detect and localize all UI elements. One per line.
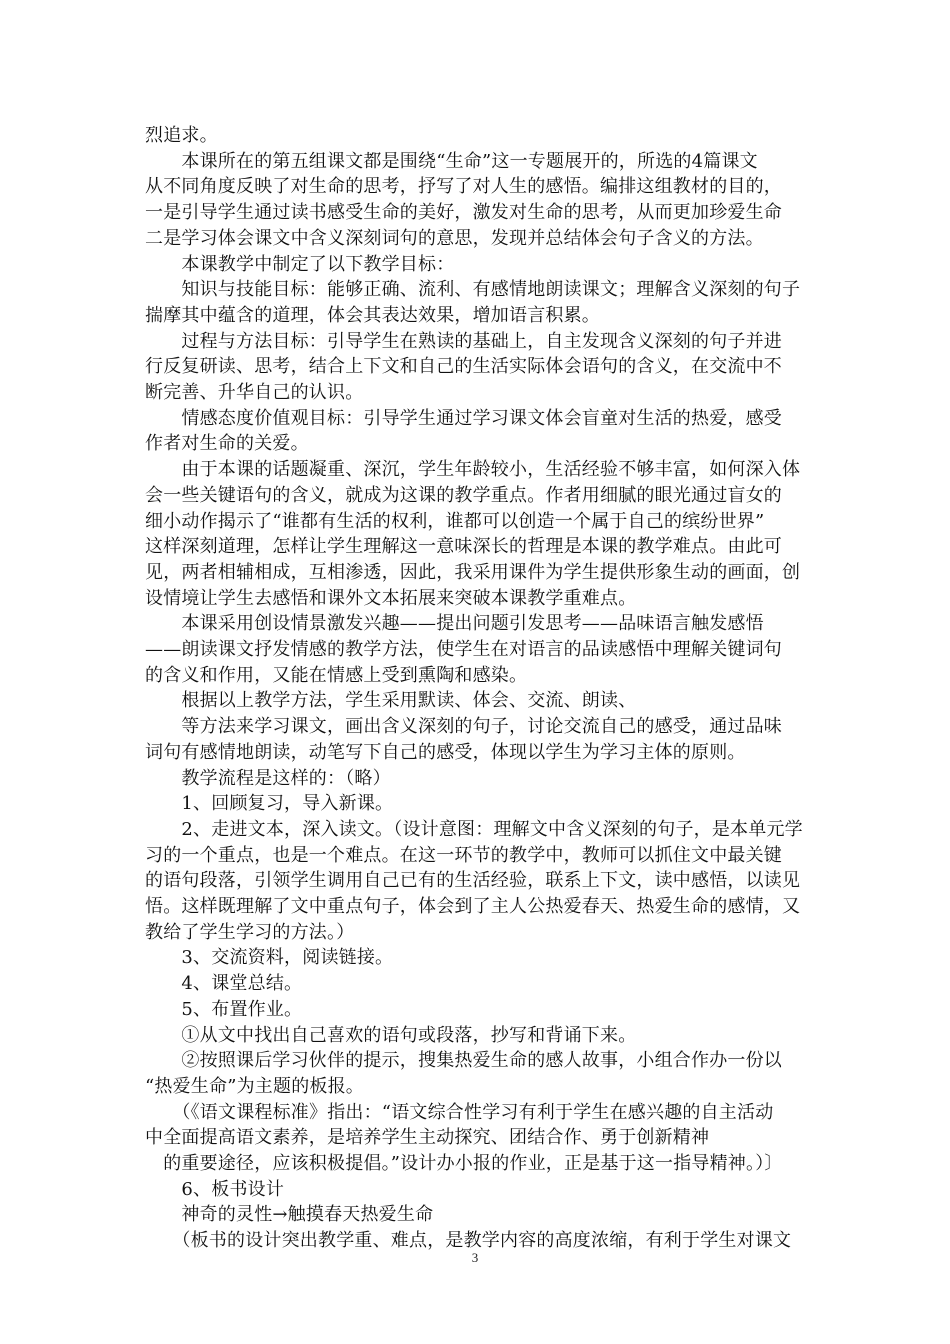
text-line: 本课采用创设情景激发兴趣——提出问题引发思考——品味语言触发感悟: [145, 613, 764, 635]
text-line: 由于本课的话题凝重、深沉，学生年龄较小，生活经验不够丰富，如何深入体: [145, 459, 801, 481]
text-line: 情感态度价值观目标：引导学生通过学习课文体会盲童对生活的热爱，感受: [145, 407, 782, 429]
text-line: 二是学习体会课文中含义深刻词句的意思，发现并总结体会句子含义的方法。: [145, 227, 764, 249]
text-line: 断完善、升华自己的认识。: [145, 382, 364, 403]
text-line: 作者对生命的关爱。: [145, 433, 309, 455]
text-line: 的重要途径，应该积极提倡。”设计办小报的作业，正是基于这一指导精神。）〕: [145, 1153, 783, 1174]
text-line: 烈追求。: [145, 125, 218, 146]
text-line: 词句有感情地朗读，动笔写下自己的感受，体现以学生为学习主体的原则。: [145, 741, 746, 763]
text-line: 6、板书设计: [145, 1178, 285, 1200]
text-line: 教给了学生学习的方法。）: [145, 921, 355, 943]
text-line: ——朗读课文抒发情感的教学方法，使学生在对语言的品读感悟中理解关键词句: [145, 639, 782, 660]
text-line: 悟。这样既理解了文中重点句子，体会到了主人公热爱春天、热爱生命的感情，又: [145, 896, 801, 917]
text-line: “热爱生命”为主题的板报。: [145, 1075, 365, 1097]
text-line: 揣摩其中蕴含的道理，体会其表达效果，增加语言积累。: [145, 304, 600, 326]
text-line: 见，两者相辅相成，互相渗透，因此，我采用课件为学生提供形象生动的画面，创: [145, 561, 801, 583]
text-line: 会一些关键语句的含义，就成为这课的教学重点。作者用细腻的眼光通过盲女的: [145, 484, 782, 506]
text-line: 知识与技能目标：能够正确、流利、有感情地朗读课文；理解含义深刻的句子: [145, 279, 801, 301]
text-line: 中全面提高语文素养，是培养学生主动探究、团结合作、勇于创新精神: [145, 1127, 710, 1149]
text-line: ①从文中找出自己喜欢的语句或段落，抄写和背诵下来。: [145, 1024, 637, 1046]
text-line: 神奇的灵性→触摸春天热爱生命: [145, 1204, 434, 1226]
text-line: 根据以上教学方法，学生采用默读、体会、交流、朗读、: [145, 690, 637, 712]
text-line: 3、交流资料，阅读链接。: [145, 947, 394, 969]
text-line: （板书的设计突出教学重、难点，是教学内容的高度浓缩，有利于学生对课文: [145, 1230, 792, 1252]
text-line: 一是引导学生通过读书感受生命的美好，激发对生命的思考，从而更加珍爱生命: [145, 202, 782, 224]
text-line: 过程与方法目标：引导学生在熟读的基础上，自主发现含义深刻的句子并进: [145, 330, 782, 352]
text-line: （《语文课程标准》指出：“语文综合性学习有利于学生在感兴趣的自主活动: [145, 1101, 774, 1123]
page-number: 3: [471, 1250, 479, 1265]
text-line: 2、走进文本，深入读文。（设计意图：理解文中含义深刻的句子，是本单元学: [145, 818, 803, 840]
text-line: 从不同角度反映了对生命的思考，抒写了对人生的感悟。编排这组教材的目的，: [145, 176, 782, 198]
text-line: 的语句段落，引领学生调用自己已有的生活经验，联系上下文，读中感悟，以读见: [145, 870, 801, 892]
text-line: ②按照课后学习伙伴的提示，搜集热爱生命的感人故事，小组合作办一份以: [145, 1050, 782, 1072]
text-line: 本课所在的第五组课文都是围绕“生命”这一专题展开的，所选的4篇课文: [145, 150, 758, 172]
text-line: 这样深刻道理，怎样让学生理解这一意味深长的哲理是本课的教学难点。由此可: [145, 536, 782, 558]
text-line: 行反复研读、思考，结合上下文和自己的生活实际体会语句的含义，在交流中不: [145, 356, 782, 378]
text-line: 细小动作揭示了“谁都有生活的权利，谁都可以创造一个属于自己的缤纷世界”: [145, 510, 765, 532]
text-line: 设情境让学生去感悟和课外文本拓展来突破本课教学重难点。: [145, 587, 637, 609]
text-line: 1、回顾复习，导入新课。: [145, 793, 394, 815]
text-line: 5、布置作业。: [145, 998, 303, 1020]
text-line: 本课教学中制定了以下教学目标：: [145, 253, 455, 275]
text-line: 等方法来学习课文，画出含义深刻的句子，讨论交流自己的感受，通过品味: [145, 716, 782, 738]
text-line: 教学流程是这样的：（略）: [145, 767, 391, 789]
text-line: 的含义和作用，又能在情感上受到熏陶和感染。: [145, 664, 528, 686]
text-line: 4、课堂总结。: [145, 973, 303, 995]
text-line: 习的一个重点，也是一个难点。在这一环节的教学中，教师可以抓住文中最关键: [145, 844, 782, 866]
